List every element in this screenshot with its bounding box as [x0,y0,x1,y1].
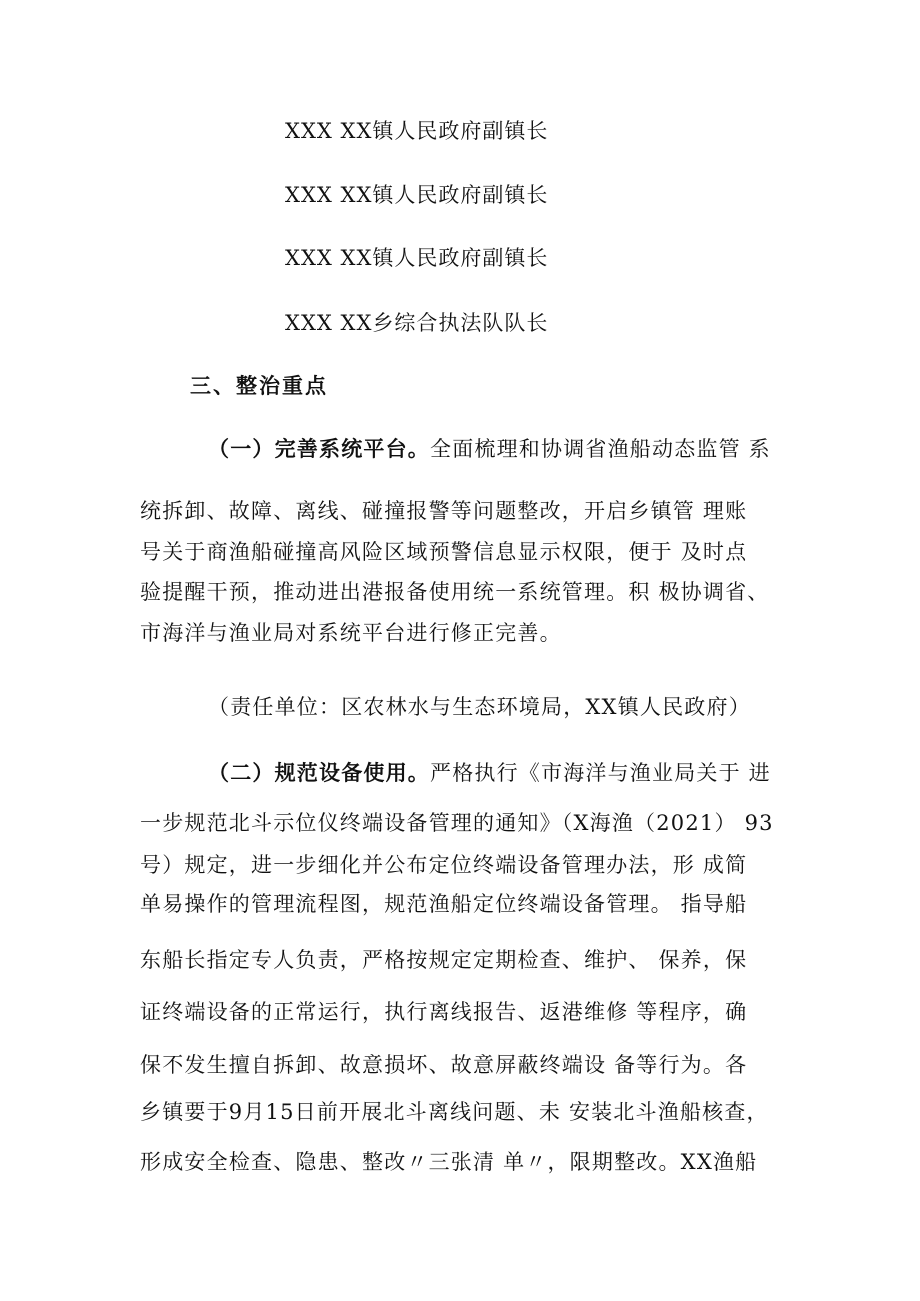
paragraph-2-text: 严格执行《市海洋与渔业局关于 进 [430,761,771,785]
responsibility-line: （责任单位：区农林水与生态环境局，XX镇人民政府） [208,695,751,719]
member-line: XXX XX镇人民政府副镇长 [285,119,549,143]
paragraph-1-lead: （一）完善系统平台。 [208,437,430,461]
section-heading: 三、整治重点 [190,374,328,398]
member-line: XXX XX镇人民政府副镇长 [285,183,549,207]
paragraph-2-line-9: 形成安全检查、隐患、整改〃三张清 单〃，限期整改。XX渔船 [140,1150,758,1174]
paragraph-2-line-2: 一步规范北斗示位仪终端设备管理的通知》（X海渔（2021） 93 [140,811,774,835]
member-line: XXX XX镇人民政府副镇长 [285,246,549,270]
paragraph-1-line-2: 统拆卸、故障、离线、碰撞报警等问题整改，开启乡镇管 理账 [140,499,748,523]
paragraph-1-line-3: 号关于商渔船碰撞高风险区域预警信息显示权限，便于 及时点 [140,540,748,564]
paragraph-1-line-1 [208,434,771,464]
paragraph-1-line-5: 市海洋与渔业局对系统平台进行修正完善。 [140,621,562,645]
paragraph-2-line-1 [208,758,771,788]
paragraph-1-text: 全面梳理和协调省渔船动态监管 系 [430,437,771,461]
member-line: XXX XX乡综合执法队队长 [285,311,549,335]
paragraph-2-lead: （二）规范设备使用。 [208,761,430,785]
paragraph-2-line-3: 号）规定，进一步细化并公布定位终端设备管理办法，形 成简 [140,853,748,877]
paragraph-2-line-5: 东船长指定专人负责，严格按规定定期检查、维护、 保养，保 [140,948,748,972]
paragraph-2-line-4: 单易操作的管理流程图，规范渔船定位终端设备管理。 指导船 [140,892,748,916]
paragraph-2-line-7: 保不发生擅自拆卸、故意损坏、故意屏蔽终端设 备等行为。各 [140,1053,748,1077]
paragraph-1-line-4: 验提醒干预，推动进出港报备使用统一系统管理。积 极协调省、 [140,580,770,604]
paragraph-2-line-6: 证终端设备的正常运行，执行离线报告、返港维修 等程序，确 [140,1000,748,1024]
paragraph-2-line-8: 乡镇要于9月15日前开展北斗离线问题、未 安装北斗渔船核查， [140,1100,769,1124]
